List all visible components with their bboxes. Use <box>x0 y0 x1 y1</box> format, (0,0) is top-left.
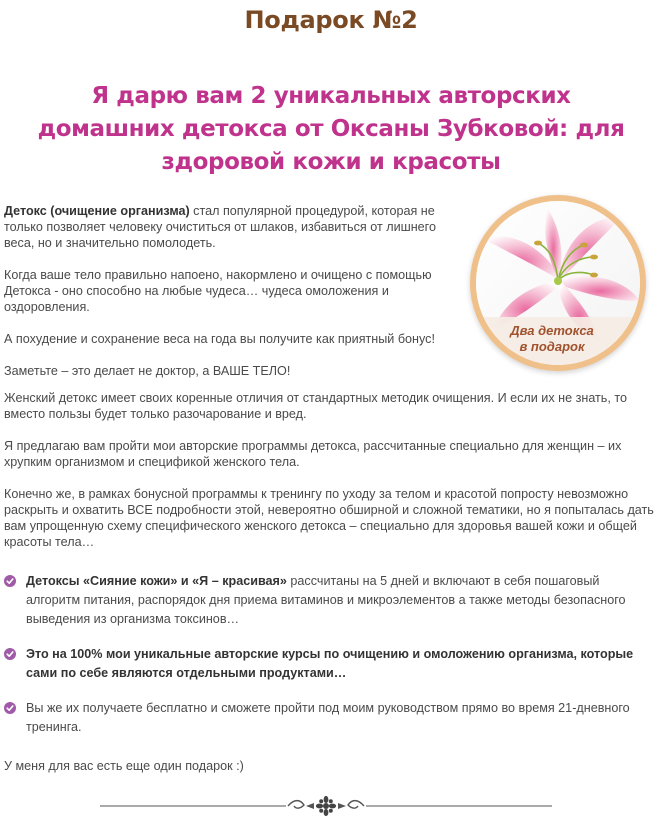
bullet-1-title: Детоксы «Сияние кожи» и «Я – красивая» <box>26 574 287 588</box>
bullet-list <box>4 572 654 753</box>
detox-term: Детокс (очищение организма) <box>4 204 190 218</box>
check-circle-icon <box>4 575 16 587</box>
intro-paragraph-4: Заметьте – это делает не доктор, а ВАШЕ ТЕЛО! <box>4 364 291 378</box>
body-paragraph-6: Я предлагаю вам пройти мои авторские программы детокса, рассчитанные специально для женщин – их хрупким организмом и спецификой женского тела. <box>4 439 622 469</box>
body-section <box>4 390 654 566</box>
body-paragraph-7: Конечно же, в рамках бонусной программы к тренингу по уходу за телом и красотой попросту невозможно раскрыть и охватить ВСЕ подробности этой, невероятно обширной и сложной тематики, но я попыталась дать вам упрощенную схему специфического женского детокса – специально для здоровья вашей кожи и общей красоты тела… <box>4 487 654 549</box>
check-circle-icon <box>4 702 16 714</box>
bullet-2-text: Это на 100% мои уникальные авторские курсы по очищению и омоложению организма, которые сами по себе являются отдельными продуктами… <box>26 647 634 680</box>
badge-label <box>476 323 634 355</box>
check-circle-icon <box>4 648 16 660</box>
closing-text: У меня для вас есть еще один подарок :) <box>4 759 244 773</box>
body-paragraph-5: Женский детокс имеет своих коренные отличия от стандартных методик очищения. И если их не знать, то вместо пользы будет только разочарование и вред. <box>4 391 628 421</box>
bullet-1-text: рассчитаны на 5 дней и включают в себя пошаговый алгоритм питания, распорядок дня приема витаминов и микроэлементов а также методы безопасного выведения из организма токсинов… <box>26 574 626 626</box>
bullet-item-3 <box>4 699 654 737</box>
intro-paragraph-3: А похудение и сохранение веса на года вы получите как приятный бонус! <box>4 332 435 346</box>
intro-paragraph-2: Когда ваше тело правильно напоено, накормлено и очищено с помощью Детокса - оно способно на любые чудеса… чудеса омоложения и оздоровления. <box>4 268 432 314</box>
bullet-item-2 <box>4 645 654 683</box>
ornament-flourish-icon <box>100 795 552 817</box>
bullet-3-text: Вы же их получаете бесплатно и сможете пройти под моим руководством прямо во время 21-дневного тренинга. <box>26 701 630 734</box>
gift-heading: Подарок №2 <box>244 6 418 34</box>
badge-label-line-2: в подарок <box>519 339 585 354</box>
badge-label-line-1: Два детокса <box>510 323 594 338</box>
main-title: Я дарю вам 2 уникальных авторских домашних детокса от Оксаны Зубковой: для здоровой кожи и красоты <box>37 83 625 175</box>
intro-paragraph-1 <box>4 203 456 251</box>
intro-section <box>4 203 456 395</box>
intro-paragraph-1-text: стал популярной процедурой, которая не только позволяет человеку очиститься от шлаков, избавиться от лишнего веса, но и значительно помолодеть. <box>4 204 436 250</box>
gift-badge <box>470 195 646 371</box>
badge-image <box>476 201 640 365</box>
bullet-item-1 <box>4 572 654 629</box>
